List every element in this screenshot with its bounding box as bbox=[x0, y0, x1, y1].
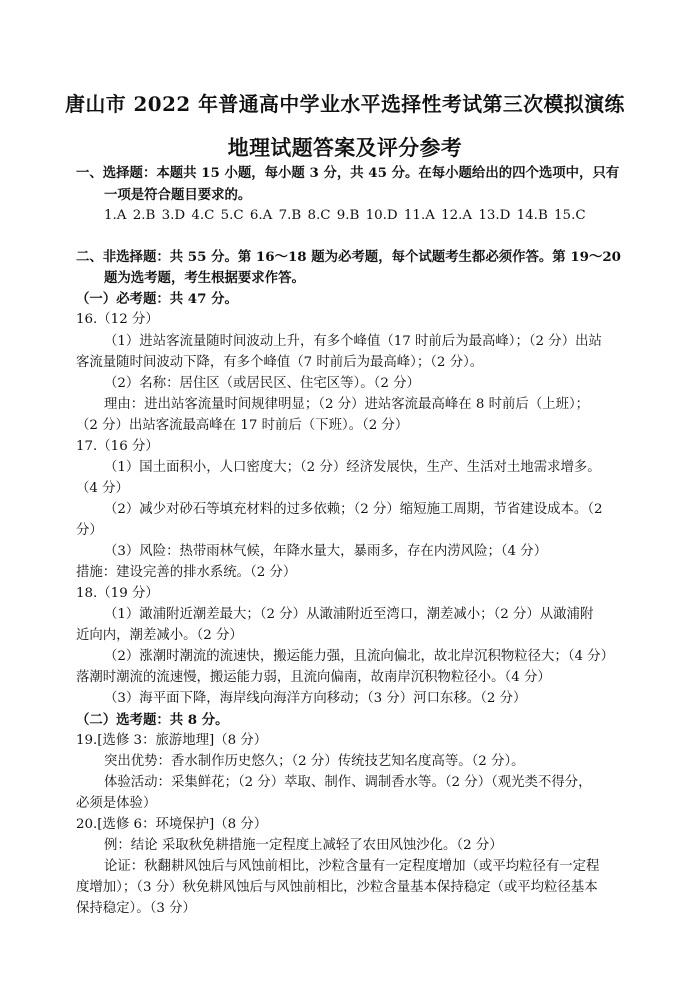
q16-line: （2）名称：居住区（或居民区、住宅区等）。（2 分） bbox=[104, 376, 420, 391]
q17-line: （4 分） bbox=[76, 481, 129, 496]
q18-heading: 18.（19 分） bbox=[76, 586, 159, 601]
q16-heading: 16.（12 分） bbox=[76, 312, 159, 327]
document-subtitle: 地理试题答案及评分参考 bbox=[227, 135, 463, 160]
q17-line: 措施：建设完善的排水系统。（2 分） bbox=[76, 565, 297, 580]
q20-line: 论证：秋翻耕风蚀后与风蚀前相比，沙粒含量有一定程度增加（或平均粒径有一定程 bbox=[104, 859, 600, 874]
optional-section-heading: （二）选考题：共 8 分。 bbox=[76, 712, 229, 728]
q20-line: 例：结论 采取秋免耕措施一定程度上减轻了农田风蚀沙化。（2 分） bbox=[104, 838, 503, 853]
document-title: 唐山市 2022 年普通高中学业水平选择性考试第三次模拟演练 bbox=[65, 92, 625, 116]
q16-line: 理由：进出站客流量时间规律明显；（2 分）进站客流最高峰在 8 时前后（上班）； bbox=[104, 397, 590, 412]
q17-line: （3）风险：热带雨林气候，年降水量大，暴雨多，存在内涝风险；（4 分） bbox=[104, 544, 548, 559]
section1-heading-line2: 一项是符合题目要求的。 bbox=[104, 187, 252, 203]
q18-line: （2）涨潮时潮流的流速快，搬运能力强，且流向偏北，故北岸沉积物粒径大；（4 分） bbox=[104, 649, 615, 664]
q17-line: 分） bbox=[76, 523, 103, 538]
section2-heading-line2: 题为选考题，考生根据要求作答。 bbox=[104, 270, 305, 286]
q19-line: 突出优势：香水制作历史悠久；（2 分）传统技艺知名度高等。（2 分）。 bbox=[104, 754, 525, 769]
q19-line: 必须是体验） bbox=[76, 796, 157, 811]
q16-line: （2 分）出站客流最高峰在 17 时前后（下班）。（2 分） bbox=[76, 418, 409, 433]
q19-heading: 19.[选修 3：旅游地理]（8 分） bbox=[76, 733, 268, 748]
q16-line: 客流量随时间波动下降，有多个峰值（7 时前后为最高峰）；（2 分）。 bbox=[76, 355, 484, 370]
q17-heading: 17.（16 分） bbox=[76, 439, 159, 454]
section2-heading-line1: 二、非选择题：共 55 分。第 16～18 题为必考题，每个试题考生都必须作答。第 19～20 bbox=[76, 249, 621, 265]
q18-line: （3）海平面下降，海岸线向海洋方向移动；（3 分）河口东移。（2 分） bbox=[104, 691, 527, 706]
section1-heading-line1: 一、选择题：本题共 15 小题，每小题 3 分，共 45 分。在每小题给出的四个选项中，只有 bbox=[76, 165, 620, 181]
q19-line: 体验活动：采集鲜花；（2 分）萃取、制作、调制香水等。（2 分）（观光类不得分， bbox=[104, 775, 592, 790]
q20-heading: 20.[选修 6：环境保护]（8 分） bbox=[76, 817, 268, 832]
required-section-heading: （一）必考题：共 47 分。 bbox=[76, 291, 238, 307]
q20-line: 度增加）；（3 分）秋免耕风蚀后与风蚀前相比，沙粒含量基本保持稳定（或平均粒径基本 bbox=[76, 880, 598, 895]
multiple-choice-answers: 1.A 2.B 3.D 4.C 5.C 6.A 7.B 8.C 9.B 10.D 11.A 12.A 13.D 14.B 15.C bbox=[104, 208, 586, 223]
q20-line: 保持稳定）。（3 分） bbox=[76, 901, 196, 916]
q18-line: （1）澉浦附近潮差最大；（2 分）从澉浦附近至湾口，潮差减小；（2 分）从澉浦附 bbox=[104, 607, 594, 622]
q16-line: （1）进站客流量随时间波动上升，有多个峰值（17 时前后为最高峰）；（2 分）出站 bbox=[104, 334, 602, 349]
q17-line: （1）国土面积小，人口密度大；（2 分）经济发展快，生产、生活对土地需求增多。 bbox=[104, 460, 601, 475]
q17-line: （2）减少对砂石等填充材料的过多依赖；（2 分）缩短施工周期，节省建设成本。（2 bbox=[104, 502, 603, 517]
q18-line: 落潮时潮流的流速慢，搬运能力弱，且流向偏南，故南岸沉积物粒径小。（4 分） bbox=[76, 670, 551, 685]
q18-line: 近向内，潮差减小。（2 分） bbox=[76, 628, 243, 643]
